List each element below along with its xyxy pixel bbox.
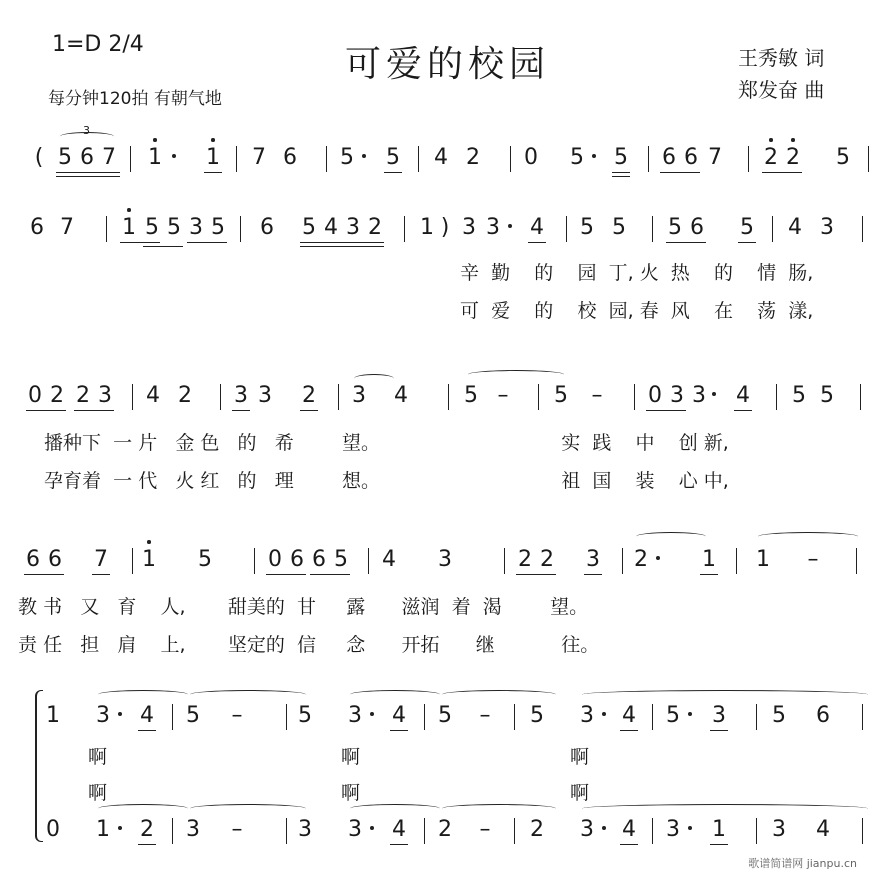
note: – bbox=[591, 383, 603, 408]
note: 2 bbox=[438, 817, 452, 842]
note: 2 bbox=[302, 383, 316, 408]
note: 5 bbox=[167, 215, 181, 240]
note: 2 bbox=[368, 215, 382, 240]
note: 4 bbox=[392, 817, 406, 842]
note: 3 bbox=[348, 817, 362, 842]
note: 0 bbox=[28, 383, 42, 408]
note: 5 bbox=[614, 145, 628, 170]
note: 0 bbox=[648, 383, 662, 408]
lyric-line: 可 爱 的 校 园, 春 风 在 荡 漾, bbox=[460, 300, 814, 322]
note: 2 bbox=[530, 817, 544, 842]
lyric-line: 责 任 担 肩 上, 坚定的 信 念 开拓 继 往。 bbox=[18, 634, 600, 656]
note: 2 bbox=[466, 145, 480, 170]
note: 3 bbox=[772, 817, 786, 842]
note: 6 bbox=[26, 547, 40, 572]
note: 1 bbox=[702, 547, 716, 572]
note: – bbox=[479, 817, 491, 842]
note: 3 bbox=[692, 383, 706, 408]
note: 1 bbox=[712, 817, 726, 842]
note: 5 bbox=[334, 547, 348, 572]
lyric-line: 啊 啊 啊 bbox=[88, 746, 590, 768]
watermark: 歌谱简谱网 jianpu.cn bbox=[748, 857, 857, 870]
lyric-line: 教 书 又 育 人, 甜美的 甘 露 滋润 着 渴 望。 bbox=[18, 596, 589, 618]
note: 5 bbox=[530, 703, 544, 728]
note: 7 bbox=[60, 215, 74, 240]
note: 5 bbox=[302, 215, 316, 240]
note: 2 bbox=[140, 817, 154, 842]
note: 1 bbox=[420, 215, 434, 240]
note: 5 bbox=[740, 215, 754, 240]
key-signature: 1=D 2/4 bbox=[52, 32, 144, 57]
note: 4 bbox=[622, 817, 636, 842]
note: 2 bbox=[786, 145, 800, 170]
note: 4 bbox=[382, 547, 396, 572]
note: 4 bbox=[394, 383, 408, 408]
system-brace bbox=[35, 690, 43, 842]
note: 7 bbox=[252, 145, 266, 170]
note: 1 bbox=[756, 547, 770, 572]
note: 4 bbox=[530, 215, 544, 240]
note: 3 bbox=[580, 703, 594, 728]
lyricist-credit: 王秀敏 词 bbox=[738, 46, 825, 70]
note: 4 bbox=[434, 145, 448, 170]
note: 4 bbox=[324, 215, 338, 240]
note: 4 bbox=[146, 383, 160, 408]
note: ( bbox=[34, 145, 44, 170]
note: – bbox=[807, 547, 819, 572]
note: 7 bbox=[708, 145, 722, 170]
note: 1 bbox=[206, 145, 220, 170]
note: 5 bbox=[554, 383, 568, 408]
note: 6 bbox=[816, 703, 830, 728]
note: 5 bbox=[438, 703, 452, 728]
note: 5 bbox=[666, 703, 680, 728]
note: 5 bbox=[211, 215, 225, 240]
note: 5 bbox=[570, 145, 584, 170]
note: 2 bbox=[76, 383, 90, 408]
note: 5 bbox=[186, 703, 200, 728]
note: 5 bbox=[836, 145, 850, 170]
note: 6 bbox=[684, 145, 698, 170]
note: 4 bbox=[788, 215, 802, 240]
note: – bbox=[231, 817, 243, 842]
note: 6 bbox=[260, 215, 274, 240]
composer-credit: 郑发奋 曲 bbox=[738, 78, 825, 102]
note: 5 bbox=[668, 215, 682, 240]
triplet-mark: 3 bbox=[83, 124, 90, 137]
note: 5 bbox=[772, 703, 786, 728]
note: 1 bbox=[148, 145, 162, 170]
note: 1 bbox=[96, 817, 110, 842]
note: 0 bbox=[524, 145, 538, 170]
note: 6 bbox=[80, 145, 94, 170]
note: 3 bbox=[189, 215, 203, 240]
note: 6 bbox=[312, 547, 326, 572]
note: 3 bbox=[298, 817, 312, 842]
note: 2 bbox=[540, 547, 554, 572]
note: 3 bbox=[258, 383, 272, 408]
note: 3 bbox=[670, 383, 684, 408]
note: ) bbox=[440, 215, 450, 240]
note: 3 bbox=[438, 547, 452, 572]
note: 3 bbox=[586, 547, 600, 572]
note: 3 bbox=[346, 215, 360, 240]
note: 1 bbox=[142, 547, 156, 572]
note: 5 bbox=[464, 383, 478, 408]
note: 3 bbox=[666, 817, 680, 842]
note: 4 bbox=[140, 703, 154, 728]
note: 1 bbox=[122, 215, 136, 240]
note: 5 bbox=[580, 215, 594, 240]
note: 3 bbox=[712, 703, 726, 728]
note: 1 bbox=[46, 703, 60, 728]
note: 2 bbox=[518, 547, 532, 572]
note: 6 bbox=[690, 215, 704, 240]
note: 2 bbox=[50, 383, 64, 408]
note: 2 bbox=[178, 383, 192, 408]
lyric-line: 孕育着 一 代 火 红 的 理 想。 祖 国 装 心 中, bbox=[44, 470, 729, 492]
note: 5 bbox=[612, 215, 626, 240]
note: 5 bbox=[298, 703, 312, 728]
note: 5 bbox=[792, 383, 806, 408]
tempo-marking: 每分钟120拍 有朝气地 bbox=[48, 89, 222, 109]
lyric-line: 辛 勤 的 园 丁, 火 热 的 情 肠, bbox=[460, 262, 814, 284]
note: 3 bbox=[96, 703, 110, 728]
note: 5 bbox=[145, 215, 159, 240]
note: 3 bbox=[486, 215, 500, 240]
note: – bbox=[497, 383, 509, 408]
note: 2 bbox=[764, 145, 778, 170]
note: 3 bbox=[462, 215, 476, 240]
note: 5 bbox=[340, 145, 354, 170]
note: 6 bbox=[30, 215, 44, 240]
note: 4 bbox=[622, 703, 636, 728]
note: 4 bbox=[392, 703, 406, 728]
note: 7 bbox=[102, 145, 116, 170]
note: 5 bbox=[386, 145, 400, 170]
lyric-line: 啊 啊 啊 bbox=[88, 782, 590, 804]
note: 6 bbox=[662, 145, 676, 170]
lyric-line: 播种下 一 片 金 色 的 希 望。 实 践 中 创 新, bbox=[44, 432, 729, 454]
note: – bbox=[479, 703, 491, 728]
note: – bbox=[231, 703, 243, 728]
note: 3 bbox=[234, 383, 248, 408]
note: 6 bbox=[290, 547, 304, 572]
note: 3 bbox=[186, 817, 200, 842]
note: 6 bbox=[283, 145, 297, 170]
note: 2 bbox=[634, 547, 648, 572]
note: 0 bbox=[268, 547, 282, 572]
note: 3 bbox=[348, 703, 362, 728]
note: 3 bbox=[98, 383, 112, 408]
note: 5 bbox=[820, 383, 834, 408]
note: 4 bbox=[816, 817, 830, 842]
note: 4 bbox=[736, 383, 750, 408]
note: 7 bbox=[94, 547, 108, 572]
note: 3 bbox=[820, 215, 834, 240]
note: 5 bbox=[198, 547, 212, 572]
note: 6 bbox=[48, 547, 62, 572]
note: 0 bbox=[46, 817, 60, 842]
note: 3 bbox=[580, 817, 594, 842]
song-title: 可爱的校园 bbox=[345, 44, 551, 85]
note: 5 bbox=[58, 145, 72, 170]
note: 3 bbox=[352, 383, 366, 408]
